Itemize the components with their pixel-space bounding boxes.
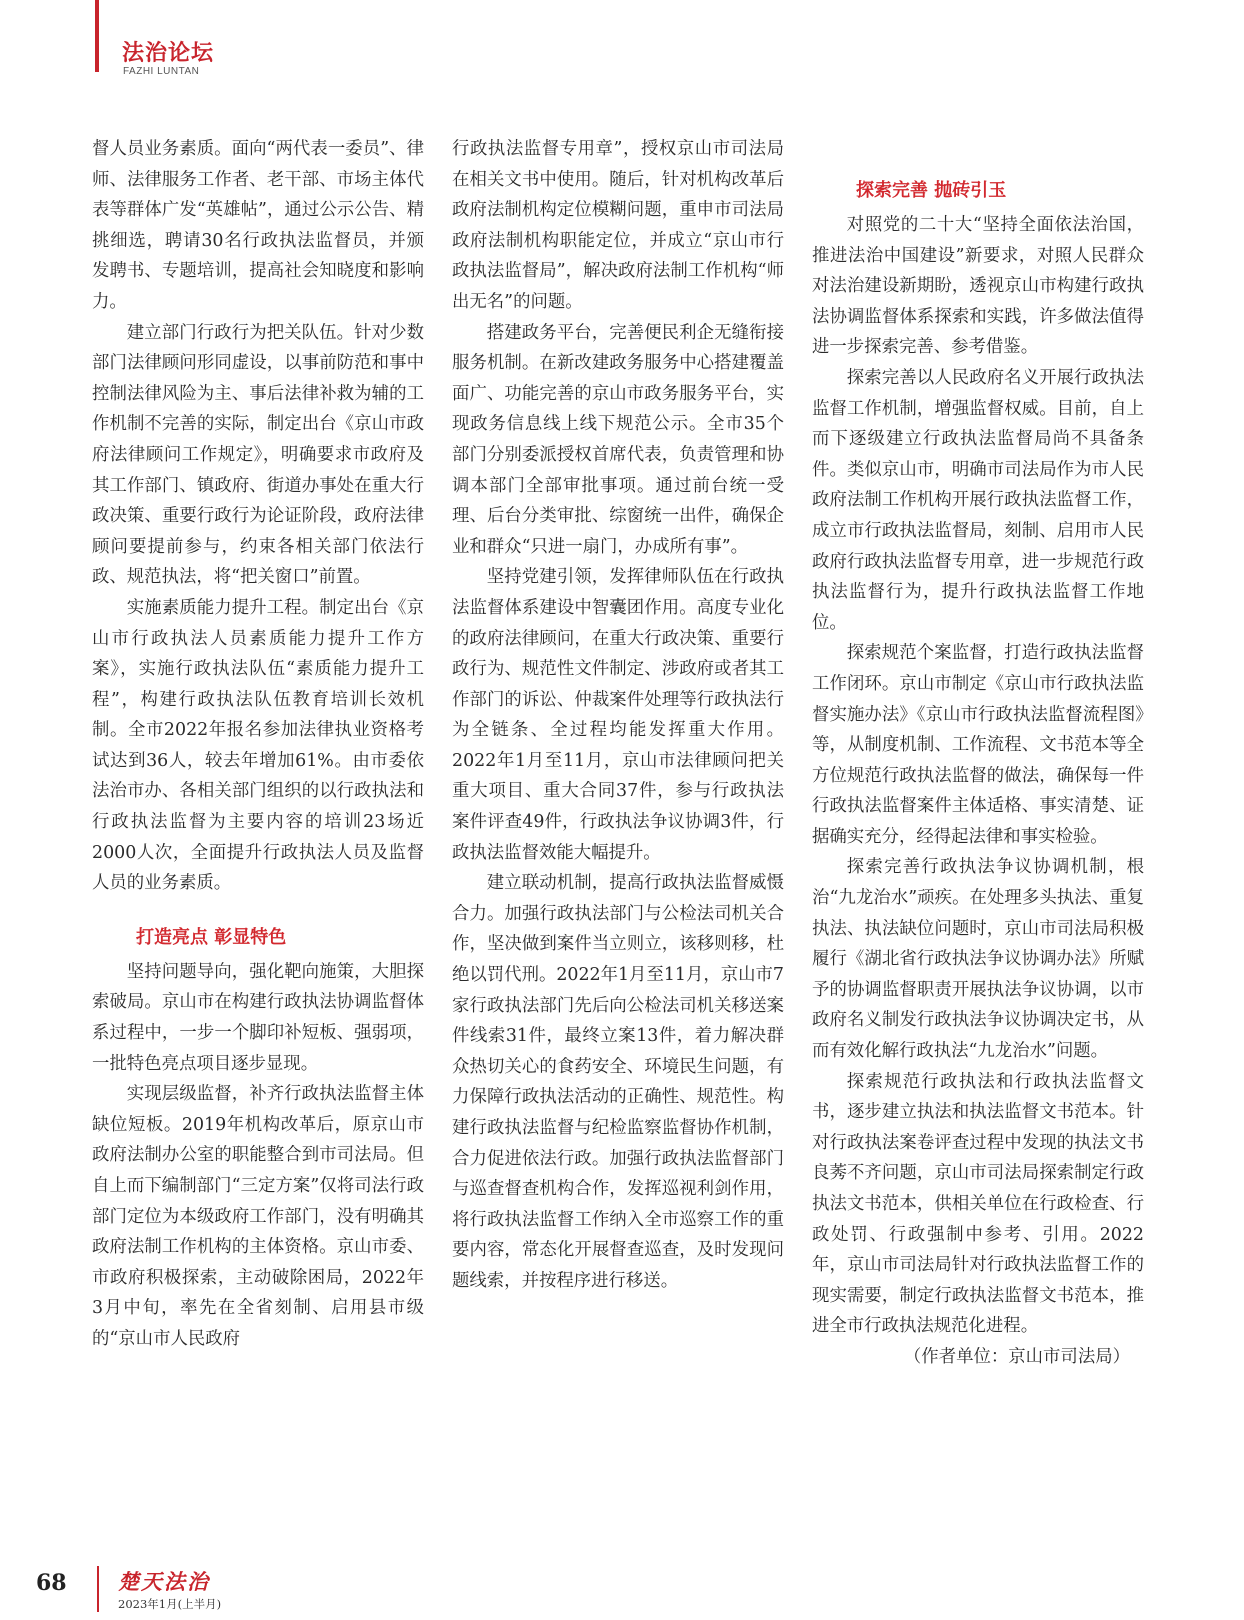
paragraph: 实现层级监督，补齐行政执法监督主体缺位短板。2019年机构改革后，原京山市政府法制办公室的职能整合到市司法局。但自上而下编制部门“三定方案”仅将司法行政部门定位为本级政府工作部门，没有明确其政府法制工作机构的主体资格。京山市委、市政府积极探索，主动破除困局，2022年3月中旬，率先在全省刻制、启用县市级的“京山市人民政府 — [92, 1084, 424, 1349]
paragraph: 对照党的二十大“坚持全面依法治国，推进法治中国建设”新要求，对照人民群众对法治建设新期盼，透视京山市构建行政执法协调监督体系探索和实践，许多做法值得进一步探索完善、参考借鉴。 — [812, 215, 1144, 358]
paragraph: 建立联动机制，提高行政执法监督威慑合力。加强行政执法部门与公检法司机关合作，坚决做到案件当立则立，该移则移，杜绝以罚代刑。2022年1月至11月，京山市7家行政执法部门先后向公检法司机关移送案件线索31件，最终立案13件，着力解决群众热切关心的食药安全、环境民生问题，有力保障行政执法活动的正确性、规范性。构建行政执法监督与纪检监察监督协作机制，合力促进依法行政。加强行政执法监督部门与巡查督查机构合作，发挥巡视利剑作用，将行政执法监督工作纳入全市巡察工作的重要内容，常态化开展督查巡查，及时发现问题线索，并按程序进行移送。 — [452, 873, 784, 1291]
paragraph: 坚持问题导向，强化靶向施策，大胆探索破局。京山市在构建行政执法协调监督体系过程中，一步一个脚印补短板、强弱项，一批特色亮点项目逐步显现。 — [92, 961, 424, 1074]
section-heading: 打造亮点 彰显特色 — [136, 926, 287, 948]
magazine-name: 楚天法治 — [118, 1569, 210, 1594]
paragraph: 建立部门行政行为把关队伍。针对少数部门法律顾问形同虚设，以事前防范和事中控制法律风险为主、事后法律补救为辅的工作机制不完善的实际，制定出台《京山市政府法律顾问工作规定》，明确要求市政府及其工作部门、镇政府、街道办事处在重大行政决策、重要行政行为论证阶段，政府法律顾问要提前参与，约束各相关部门依法行政、规范执法，将“把关窗口”前置。 — [92, 322, 424, 588]
article-column-3 — [812, 152, 1144, 1373]
article-column-2 — [452, 134, 784, 1297]
paragraph: 搭建政务平台，完善便民利企无缝衔接服务机制。在新改建政务服务中心搭建覆盖面广、功能完善的京山市政务服务平台，实现政务信息线上线下规范公示。全市35个部门分别委派授权首席代表，负责管理和协调本部门全部审批事项。通过前台统一受理、后台分类审批、综窗统一出件，确保企业和群众“只进一扇门，办成所有事”。 — [452, 322, 784, 557]
paragraph: 探索完善行政执法争议协调机制，根治“九龙治水”顽疾。在处理多头执法、重复执法、执法缺位问题时，京山市司法局积极履行《湖北省行政执法争议协调办法》所赋予的协调监督职责开展执法争议协调，以市政府名义制发行政执法争议协调决定书，从而有效化解行政执法“九龙治水”问题。 — [812, 857, 1144, 1062]
header-accent-bar — [95, 0, 99, 72]
section-subtitle: FAZHI LUNTAN — [123, 66, 200, 77]
paragraph: 探索规范行政执法和行政执法监督文书，逐步建立执法和执法监督文书范本。针对行政执法案卷评查过程中发现的执法文书良莠不齐问题，京山市司法局探索制定行政执法文书范本，供相关单位在行政检查、行政处罚、行政强制中参考、引用。2022年，京山市司法局针对行政执法监督工作的现实需要，制定行政执法监督文书范本，推进全市行政执法规范化进程。 — [812, 1071, 1144, 1337]
paragraph: 实施素质能力提升工程。制定出台《京山市行政执法人员素质能力提升工作方案》，实施行政执法队伍“素质能力提升工程”，构建行政执法队伍教育培训长效机制。全市2022年报名参加法律执业资格考试达到36人，较去年增加61%。由市委依法治市办、各相关部门组织的以行政执法和行政执法监督为主要内容的培训23场近2000人次，全面提升行政执法人员及监督人员的业务素质。 — [92, 597, 424, 894]
footer-divider — [97, 1566, 99, 1612]
page-number: 68 — [36, 1570, 67, 1596]
section-title: 法治论坛 — [122, 41, 215, 66]
issue-date: 2023年1月(上半月) — [118, 1597, 222, 1611]
author-affiliation: （作者单位：京山市司法局） — [903, 1346, 1130, 1367]
article-column-1 — [92, 134, 424, 1355]
paragraph: 探索完善以人民政府名义开展行政执法监督工作机制，增强监督权威。目前，自上而下逐级建立行政执法监督局尚不具备条件。类似京山市，明确市司法局作为市人民政府法制工作机构开展行政执法监督工作，成立市行政执法监督局，刻制、启用市人民政府行政执法监督专用章，进一步规范行政执法监督行为，提升行政执法监督工作地位。 — [812, 367, 1144, 633]
section-heading: 探索完善 抛砖引玉 — [856, 180, 1007, 201]
paragraph-continued: 行政执法监督专用章”，授权京山市司法局在相关文书中使用。随后，针对机构改革后政府法制机构定位模糊问题，重申市司法局政府法制机构职能定位，并成立“京山市行政执法监督局”，解决政府法制工作机构“师出无名”的问题。 — [452, 139, 784, 312]
paragraph: 坚持党建引领，发挥律师队伍在行政执法监督体系建设中智囊团作用。高度专业化的政府法律顾问，在重大行政决策、重要行政行为、规范性文件制定、涉政府或者其工作部门的诉讼、仲裁案件处理等行政执法行为全链条、全过程均能发挥重大作用。2022年1月至11月，京山市法律顾问把关重大项目、重大合同37件，参与行政执法案件评查49件，行政执法争议协调3件，行政执法监督效能大幅提升。 — [452, 567, 784, 863]
paragraph: 探索规范个案监督，打造行政执法监督工作闭环。京山市制定《京山市行政执法监督实施办法》《京山市行政执法监督流程图》等，从制度机制、工作流程、文书范本等全方位规范行政执法监督的做法，确保每一件行政执法监督案件主体适格、事实清楚、证据确实充分，经得起法律和事实检验。 — [812, 643, 1144, 847]
paragraph-continued: 督人员业务素质。面向“两代表一委员”、律师、法律服务工作者、老干部、市场主体代表等群体广发“英雄帖”，通过公示公告、精挑细选，聘请30名行政执法监督员，并颁发聘书、专题培训，提高社会知晓度和影响力。 — [92, 139, 424, 312]
